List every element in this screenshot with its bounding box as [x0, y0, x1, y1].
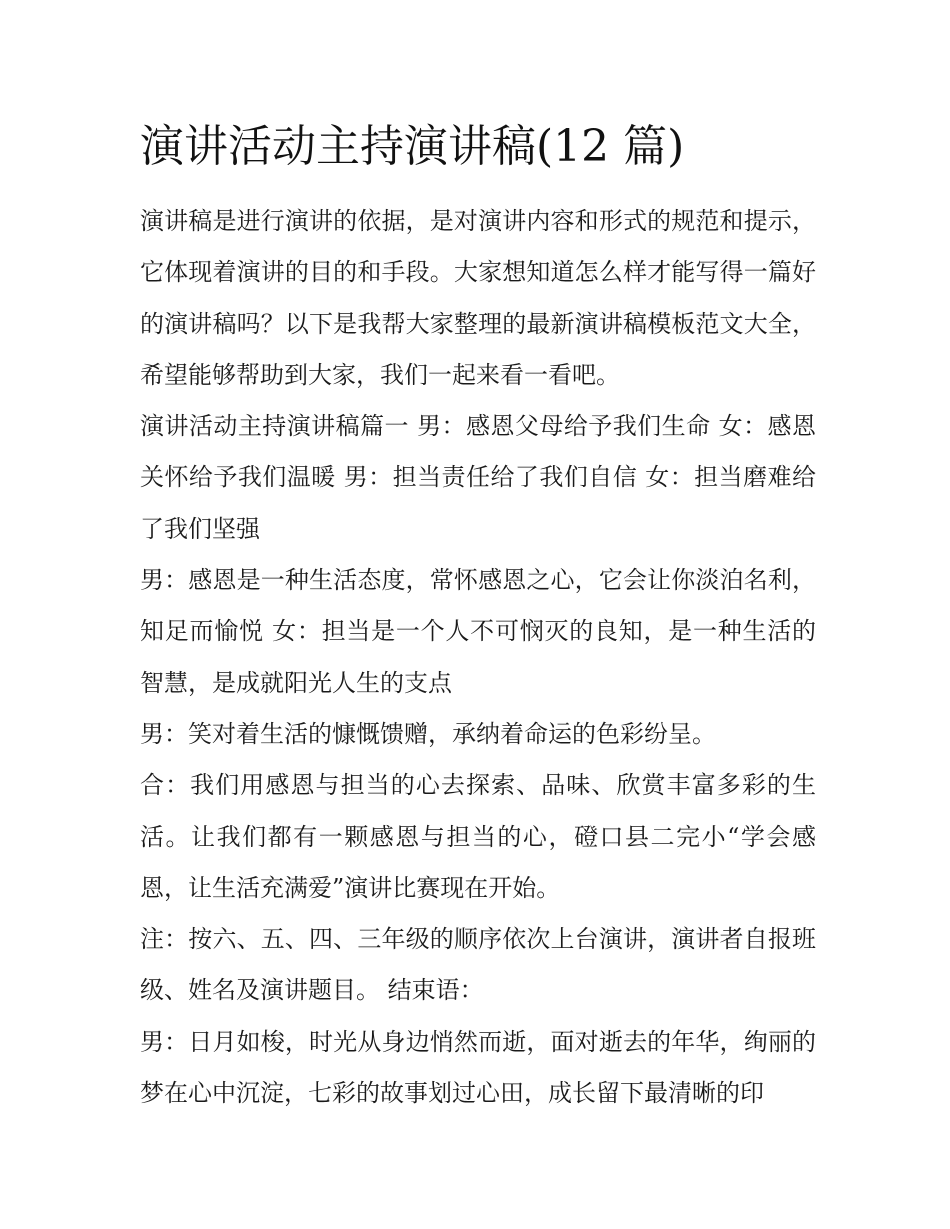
document-body: [140, 196, 816, 1119]
paragraph-opening: 演讲活动主持演讲稿篇一 男：感恩父母给予我们生命 女：感恩关怀给予我们温暖 男：担当责任给了我们自信 女：担当磨难给了我们坚强: [140, 412, 816, 543]
document-title: 演讲活动主持演讲稿(12 篇): [140, 121, 685, 172]
paragraph-note: 注：按六、五、四、三年级的顺序依次上台演讲，演讲者自报班级、姓名及演讲题目。 结束语：: [140, 925, 816, 1005]
paragraph-intro: 演讲稿是进行演讲的依据，是对演讲内容和形式的规范和提示，它体现着演讲的目的和手段。大家想知道怎么样才能写得一篇好的演讲稿吗？以下是我帮大家整理的最新演讲稿模板范文大全，希望能够帮助到大家，我们一起来看一看吧。: [140, 207, 816, 389]
paragraph-gratitude: 男：感恩是一种生活态度，常怀感恩之心，它会让你淡泊名利，知足而愉悦 女：担当是一个人不可悯灭的良知，是一种生活的智慧，是成就阳光人生的支点: [140, 566, 816, 697]
paragraph-together: 合：我们用感恩与担当的心去探索、品味、欣赏丰富多彩的生活。让我们都有一颗感恩与担当的心，磴口县二完小“学会感恩，让生活充满爱”演讲比赛现在开始。: [140, 771, 816, 902]
paragraph-smile: 男：笑对着生活的慷慨馈赠，承纳着命运的色彩纷呈。: [140, 719, 716, 748]
paragraph-closing: 男：日月如梭，时光从身边悄然而逝，面对逝去的年华，绚丽的梦在心中沉淀，七彩的故事划过心田，成长留下最清晰的印: [140, 1027, 816, 1108]
